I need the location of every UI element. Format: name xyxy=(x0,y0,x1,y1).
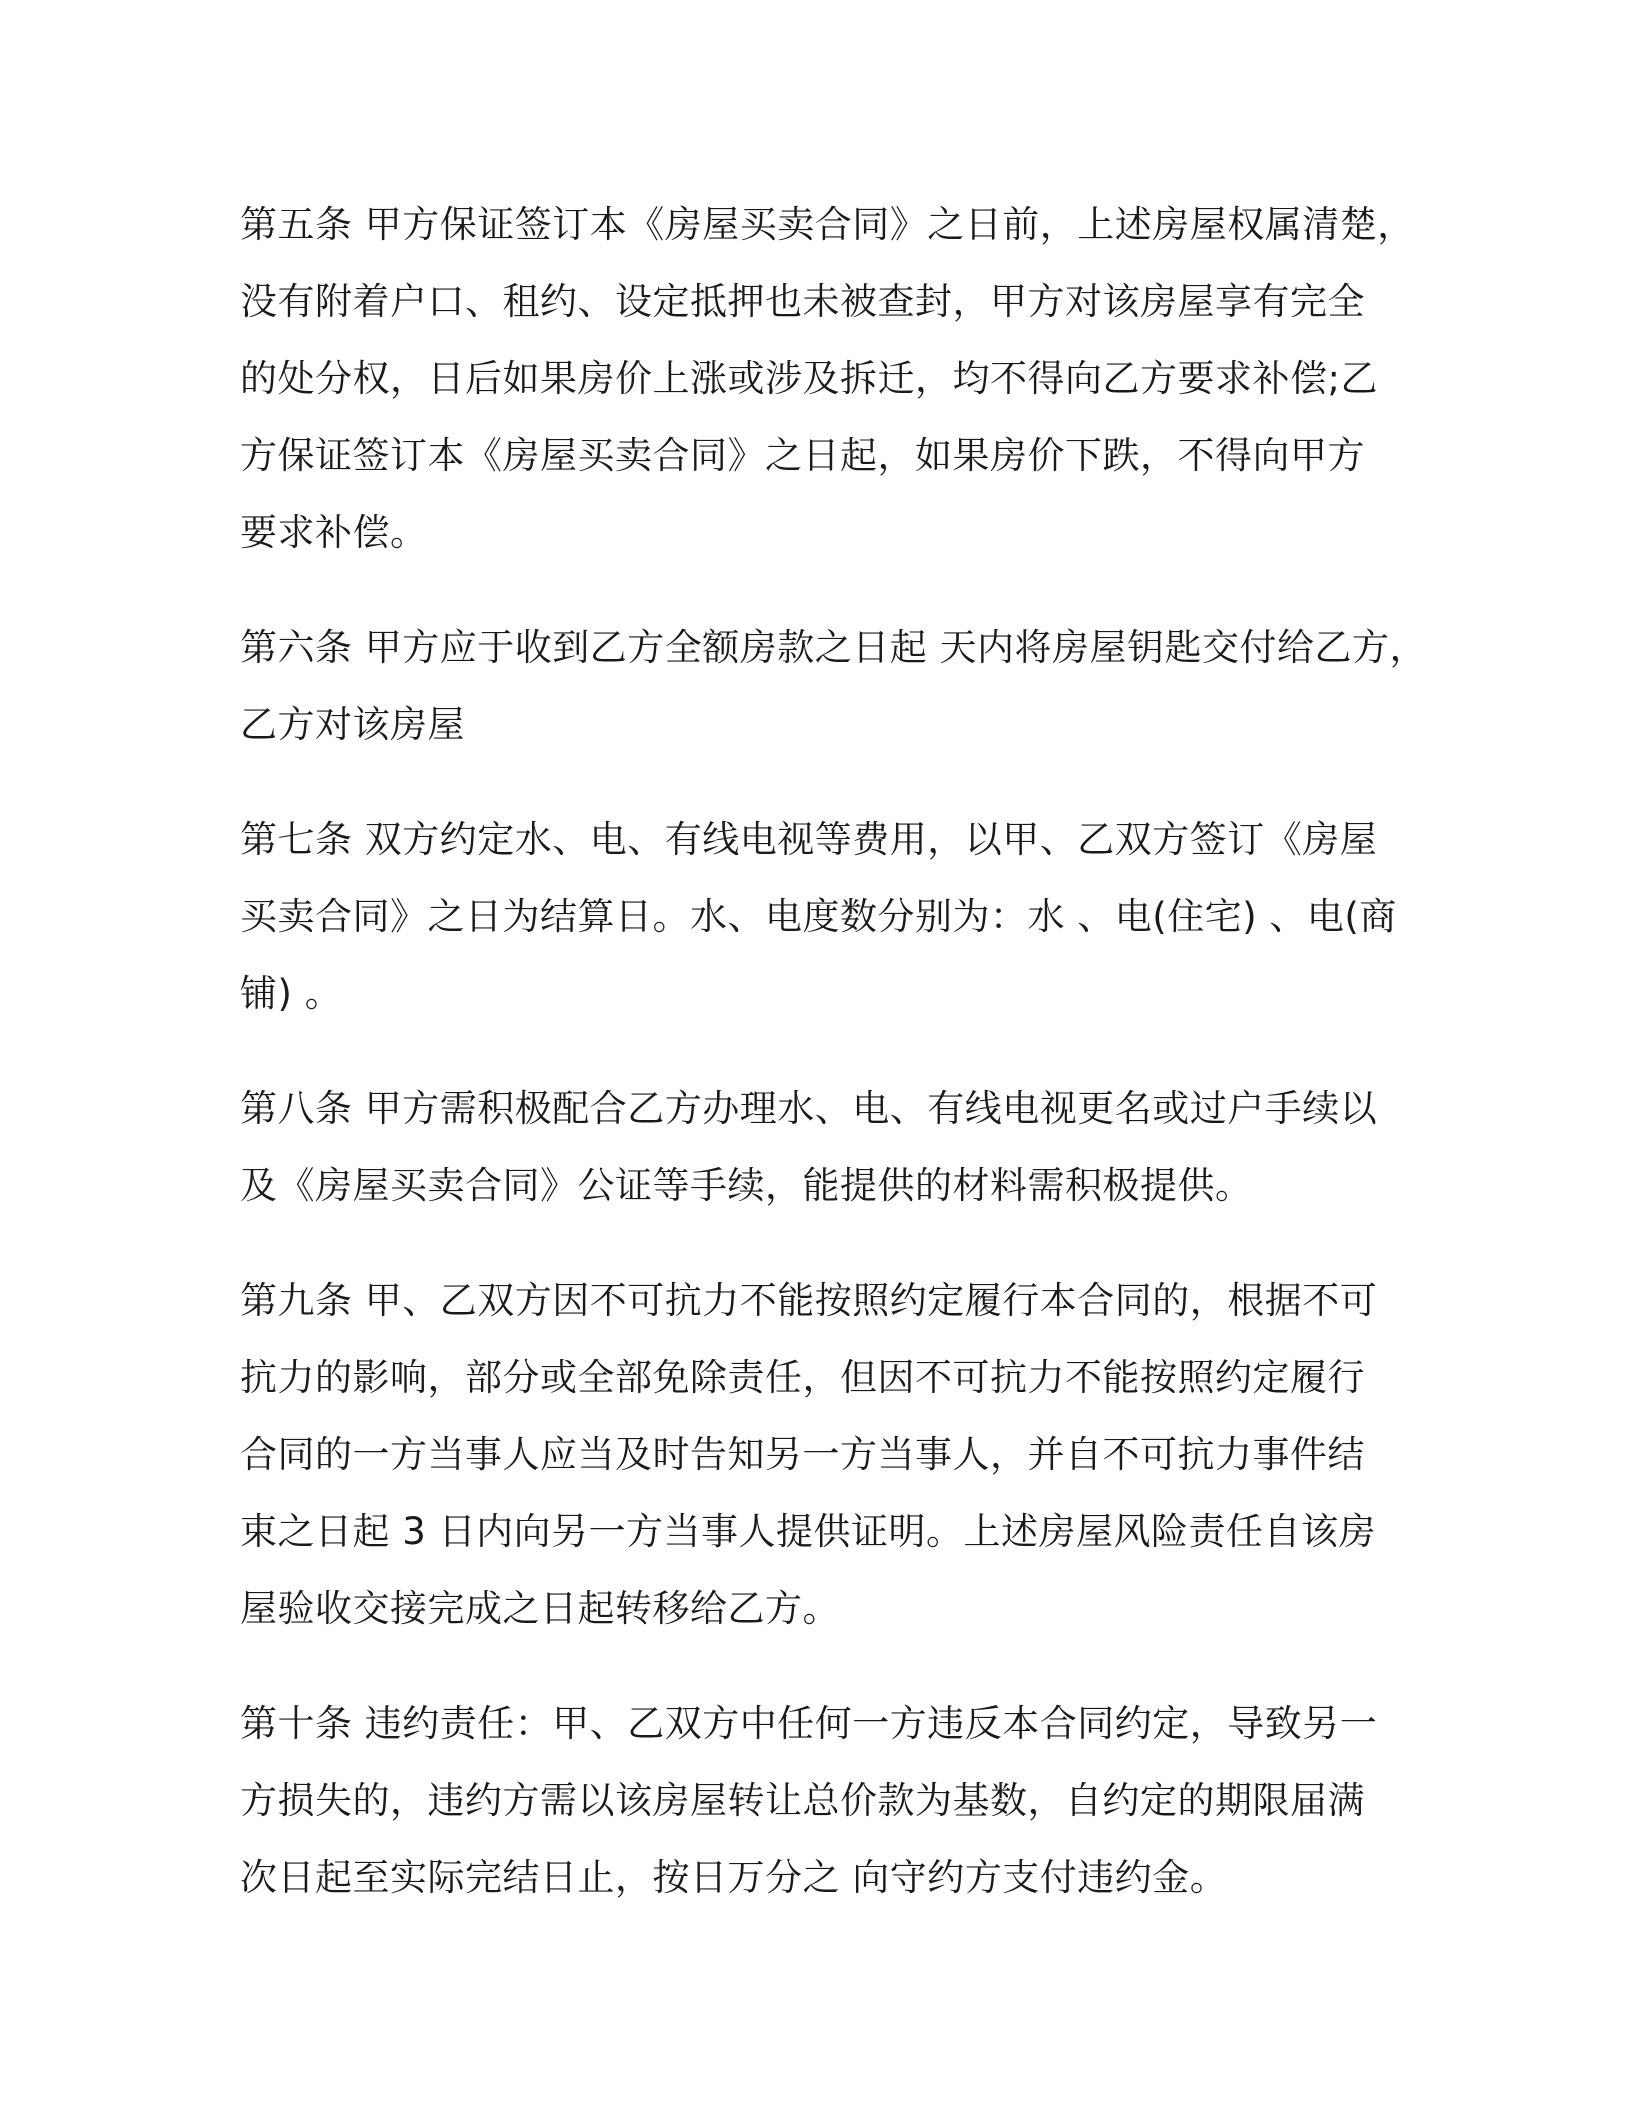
article-9 xyxy=(240,1262,1400,1647)
text-line: 抗力的影响，部分或全部免除责任，但因不可抗力不能按照约定履行 xyxy=(240,1356,1365,1399)
article-10 xyxy=(240,1685,1400,1916)
article-6 xyxy=(240,609,1428,763)
text-line: 铺) 。 xyxy=(240,972,343,1015)
article-7 xyxy=(240,801,1400,1032)
text-line: 第九条 甲、乙双方因不可抗力不能按照约定履行本合同的，根据不可 xyxy=(240,1279,1378,1322)
text-line: 要求补偿。 xyxy=(240,511,428,554)
text-line: 第十条 违约责任：甲、乙双方中任何一方违反本合同约定，导致另一 xyxy=(240,1702,1378,1745)
text-line: 没有附着户口、租约、设定抵押也未被查封，甲方对该房屋享有完全 xyxy=(240,280,1365,323)
text-line: 第七条 双方约定水、电、有线电视等费用，以甲、乙双方签订《房屋 xyxy=(240,818,1378,861)
text-line: 次日起至实际完结日止，按日万分之 向守约方支付违约金。 xyxy=(240,1856,1228,1899)
document-body xyxy=(240,186,1428,1954)
text-line: 第六条 甲方应于收到乙方全额房款之日起 天内将房屋钥匙交付给乙方， xyxy=(240,626,1428,669)
text-line: 方损失的，违约方需以该房屋转让总价款为基数，自约定的期限届满 xyxy=(240,1779,1365,1822)
text-line: 第五条 甲方保证签订本《房屋买卖合同》之日前，上述房屋权属清楚， xyxy=(240,203,1415,246)
text-line: 及《房屋买卖合同》公证等手续，能提供的材料需积极提供。 xyxy=(240,1164,1253,1207)
text-line: 束之日起 3 日内向另一方当事人提供证明。上述房屋风险责任自该房 xyxy=(240,1510,1377,1553)
article-8 xyxy=(240,1070,1400,1224)
article-5 xyxy=(240,186,1415,571)
text-line: 方保证签订本《房屋买卖合同》之日起，如果房价下跌，不得向甲方 xyxy=(240,434,1365,477)
text-line: 屋验收交接完成之日起转移给乙方。 xyxy=(240,1587,840,1630)
text-line: 买卖合同》之日为结算日。水、电度数分别为：水 、电(住宅) 、电(商 xyxy=(240,895,1397,938)
text-line: 合同的一方当事人应当及时告知另一方当事人，并自不可抗力事件结 xyxy=(240,1433,1365,1476)
text-line: 的处分权，日后如果房价上涨或涉及拆迁，均不得向乙方要求补偿;乙 xyxy=(240,357,1378,400)
text-line: 第八条 甲方需积极配合乙方办理水、电、有线电视更名或过户手续以 xyxy=(240,1087,1378,1130)
text-line: 乙方对该房屋 xyxy=(240,703,465,746)
